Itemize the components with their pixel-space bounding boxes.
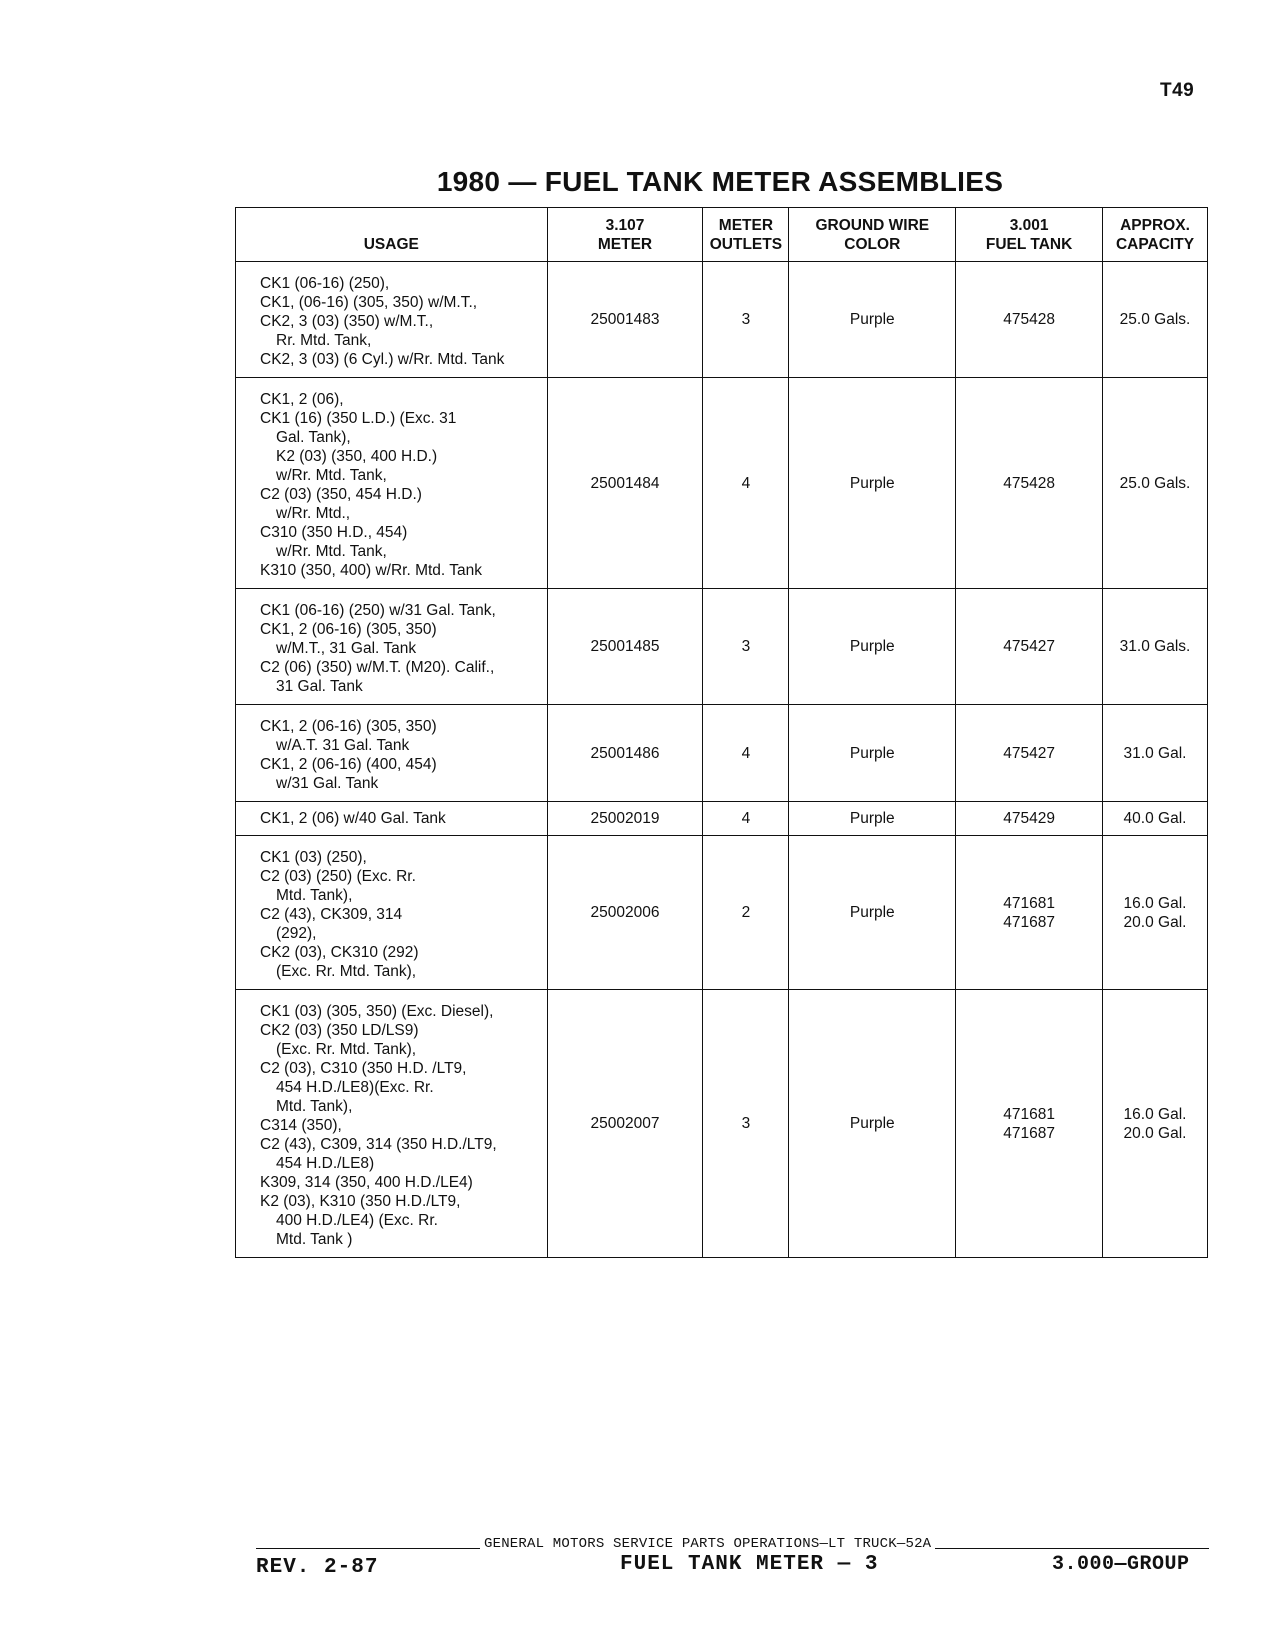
fuel-tank-part-number-cell	[956, 802, 1103, 836]
approx-capacity-value: 16.0 Gal.	[1123, 894, 1187, 912]
approx-capacity-value: 31.0 Gal.	[1123, 744, 1187, 762]
header-ground-wire-color: GROUND WIRE COLOR	[789, 208, 956, 262]
usage-line: C2 (03) (350, 454 H.D.)	[260, 486, 422, 503]
fuel-tank-part-number-value: 475427	[1003, 638, 1055, 655]
approx-capacity-value: 20.0 Gal.	[1123, 913, 1187, 931]
usage-line: CK1, 2 (06),	[260, 391, 344, 408]
fuel-tank-part-number-cell	[956, 990, 1103, 1258]
fuel-tank-part-number-value: 475428	[1003, 474, 1055, 492]
usage-line: C2 (43), C309, 314 (350 H.D./LT9,	[260, 1136, 497, 1153]
page-title: 1980 — FUEL TANK METER ASSEMBLIES	[436, 166, 1004, 197]
usage-line: K309, 314 (350, 400 H.D./LE4)	[260, 1174, 473, 1191]
usage-line: CK2, 3 (03) (6 Cyl.) w/Rr. Mtd. Tank	[260, 351, 505, 368]
header-meter: 3.107 METER	[547, 208, 703, 262]
usage-line: CK1 (03) (305, 350) (Exc. Diesel),	[260, 1003, 494, 1020]
ground-wire-color-cell: Purple	[789, 705, 956, 802]
usage-line: Rr. Mtd. Tank,	[276, 332, 372, 349]
header-usage: USAGE	[236, 208, 548, 262]
page-code: T49	[1160, 80, 1195, 101]
usage-line: C314 (350),	[260, 1117, 342, 1134]
footer-group: 3.000—GROUP	[1052, 1553, 1190, 1576]
usage-line: C2 (06) (350) w/M.T. (M20). Calif.,	[260, 659, 495, 676]
usage-cell	[236, 262, 548, 378]
ground-wire-color-cell: Purple	[789, 589, 956, 705]
usage-line: Gal. Tank),	[276, 429, 351, 446]
fuel-tank-part-number-cell	[956, 378, 1103, 589]
approx-capacity-value: 40.0 Gal.	[1123, 810, 1187, 827]
usage-line: Mtd. Tank )	[276, 1231, 353, 1248]
table-row	[236, 802, 1208, 836]
usage-line: C2 (43), CK309, 314	[260, 906, 403, 923]
usage-line: w/31 Gal. Tank	[276, 775, 379, 792]
meter-part-number-cell: 25001483	[547, 262, 703, 378]
usage-line: C2 (03) (250) (Exc. Rr.	[260, 868, 416, 885]
fuel-tank-part-number-cell	[956, 705, 1103, 802]
ground-wire-color-cell: Purple	[789, 262, 956, 378]
usage-line: (292),	[276, 925, 317, 942]
usage-line: CK1, 2 (06) w/40 Gal. Tank	[260, 810, 446, 827]
usage-line: w/Rr. Mtd. Tank,	[276, 543, 387, 560]
meter-part-number-cell: 25002019	[547, 802, 703, 836]
usage-line: Mtd. Tank),	[276, 1098, 353, 1115]
usage-line: 400 H.D./LE4) (Exc. Rr.	[276, 1212, 438, 1229]
approx-capacity-cell	[1103, 802, 1208, 836]
header-fuel-tank: 3.001 FUEL TANK	[956, 208, 1103, 262]
usage-line: C2 (03), C310 (350 H.D. /LT9,	[260, 1060, 467, 1077]
usage-line: K2 (03) (350, 400 H.D.)	[276, 448, 438, 465]
usage-line: CK1, (06-16) (305, 350) w/M.T.,	[260, 294, 478, 311]
meter-part-number-cell: 25001484	[547, 378, 703, 589]
meter-part-number-cell: 25002006	[547, 836, 703, 990]
usage-cell	[236, 589, 548, 705]
usage-line: w/Rr. Mtd.,	[276, 505, 351, 522]
fuel-tank-part-number-value: 475428	[1003, 311, 1055, 328]
meter-part-number-cell: 25001486	[547, 705, 703, 802]
meter-outlets-cell: 3	[703, 262, 789, 378]
fuel-tank-part-number-value: 471681	[1003, 1105, 1055, 1123]
usage-line: CK1 (03) (250),	[260, 849, 367, 866]
table-header-row	[236, 208, 1208, 262]
usage-line: w/M.T., 31 Gal. Tank	[276, 640, 417, 657]
usage-cell	[236, 705, 548, 802]
fuel-tank-part-number-value: 475429	[1003, 810, 1055, 827]
meter-part-number-cell: 25001485	[547, 589, 703, 705]
usage-line: CK1 (06-16) (250) w/31 Gal. Tank,	[260, 602, 496, 619]
fuel-tank-part-number-cell	[956, 262, 1103, 378]
table-row	[236, 262, 1208, 378]
usage-line: 454 H.D./LE8)(Exc. Rr.	[276, 1079, 434, 1096]
usage-cell	[236, 802, 548, 836]
meter-outlets-cell: 4	[703, 705, 789, 802]
usage-line: (Exc. Rr. Mtd. Tank),	[276, 1041, 417, 1058]
ground-wire-color-cell: Purple	[789, 378, 956, 589]
approx-capacity-cell	[1103, 262, 1208, 378]
usage-line: CK1, 2 (06-16) (400, 454)	[260, 756, 437, 773]
usage-cell	[236, 836, 548, 990]
usage-cell	[236, 990, 548, 1258]
usage-line: w/Rr. Mtd. Tank,	[276, 467, 387, 484]
approx-capacity-cell	[1103, 589, 1208, 705]
meter-outlets-cell: 3	[703, 589, 789, 705]
usage-line: K2 (03), K310 (350 H.D./LT9,	[260, 1193, 461, 1210]
approx-capacity-value: 25.0 Gals.	[1119, 311, 1191, 328]
meter-part-number-cell: 25002007	[547, 990, 703, 1258]
table-row	[236, 705, 1208, 802]
meter-outlets-cell: 4	[703, 378, 789, 589]
table-row	[236, 589, 1208, 705]
usage-line: CK1, 2 (06-16) (305, 350)	[260, 621, 437, 638]
approx-capacity-value: 31.0 Gals.	[1119, 638, 1191, 655]
usage-line: K310 (350, 400) w/Rr. Mtd. Tank	[260, 562, 482, 579]
usage-line: CK1, 2 (06-16) (305, 350)	[260, 718, 437, 735]
approx-capacity-cell	[1103, 836, 1208, 990]
fuel-tank-part-number-cell	[956, 589, 1103, 705]
meter-outlets-cell: 3	[703, 990, 789, 1258]
usage-line: CK2, 3 (03) (350) w/M.T.,	[260, 313, 434, 330]
meter-outlets-cell: 4	[703, 802, 789, 836]
usage-line: 454 H.D./LE8)	[276, 1155, 375, 1172]
footer-publisher: GENERAL MOTORS SERVICE PARTS OPERATIONS—LT TRUCK—52A	[480, 1536, 935, 1552]
ground-wire-color-cell: Purple	[789, 990, 956, 1258]
usage-line: CK2 (03) (350 LD/LS9)	[260, 1022, 419, 1039]
fuel-tank-part-number-cell	[956, 836, 1103, 990]
ground-wire-color-cell: Purple	[789, 836, 956, 990]
meter-outlets-cell: 2	[703, 836, 789, 990]
fuel-tank-part-number-value: 471687	[1003, 913, 1055, 931]
table-row	[236, 378, 1208, 589]
header-meter-outlets: METER OUTLETS	[703, 208, 789, 262]
usage-line: CK1 (16) (350 L.D.) (Exc. 31	[260, 410, 457, 427]
approx-capacity-cell	[1103, 990, 1208, 1258]
approx-capacity-value: 25.0 Gals.	[1119, 474, 1191, 492]
approx-capacity-value: 16.0 Gal.	[1123, 1105, 1187, 1123]
header-approx-capacity: APPROX. CAPACITY	[1103, 208, 1208, 262]
table-row	[236, 836, 1208, 990]
approx-capacity-value: 20.0 Gal.	[1123, 1124, 1187, 1142]
table-row	[236, 990, 1208, 1258]
usage-line: (Exc. Rr. Mtd. Tank),	[276, 963, 417, 980]
usage-line: 31 Gal. Tank	[276, 678, 363, 695]
usage-line: w/A.T. 31 Gal. Tank	[276, 737, 410, 754]
ground-wire-color-cell: Purple	[789, 802, 956, 836]
usage-line: Mtd. Tank),	[276, 887, 353, 904]
fuel-tank-part-number-value: 475427	[1003, 744, 1055, 762]
fuel-tank-part-number-value: 471681	[1003, 894, 1055, 912]
footer-section-title: FUEL TANK METER — 3	[620, 1553, 879, 1576]
fuel-tank-meter-table	[235, 207, 1208, 1258]
fuel-tank-part-number-value: 471687	[1003, 1124, 1055, 1142]
usage-line: C310 (350 H.D., 454)	[260, 524, 408, 541]
usage-line: CK1 (06-16) (250),	[260, 275, 390, 292]
approx-capacity-cell	[1103, 705, 1208, 802]
footer-revision: REV. 2-87	[256, 1556, 379, 1579]
approx-capacity-cell	[1103, 378, 1208, 589]
usage-cell	[236, 378, 548, 589]
usage-line: CK2 (03), CK310 (292)	[260, 944, 419, 961]
